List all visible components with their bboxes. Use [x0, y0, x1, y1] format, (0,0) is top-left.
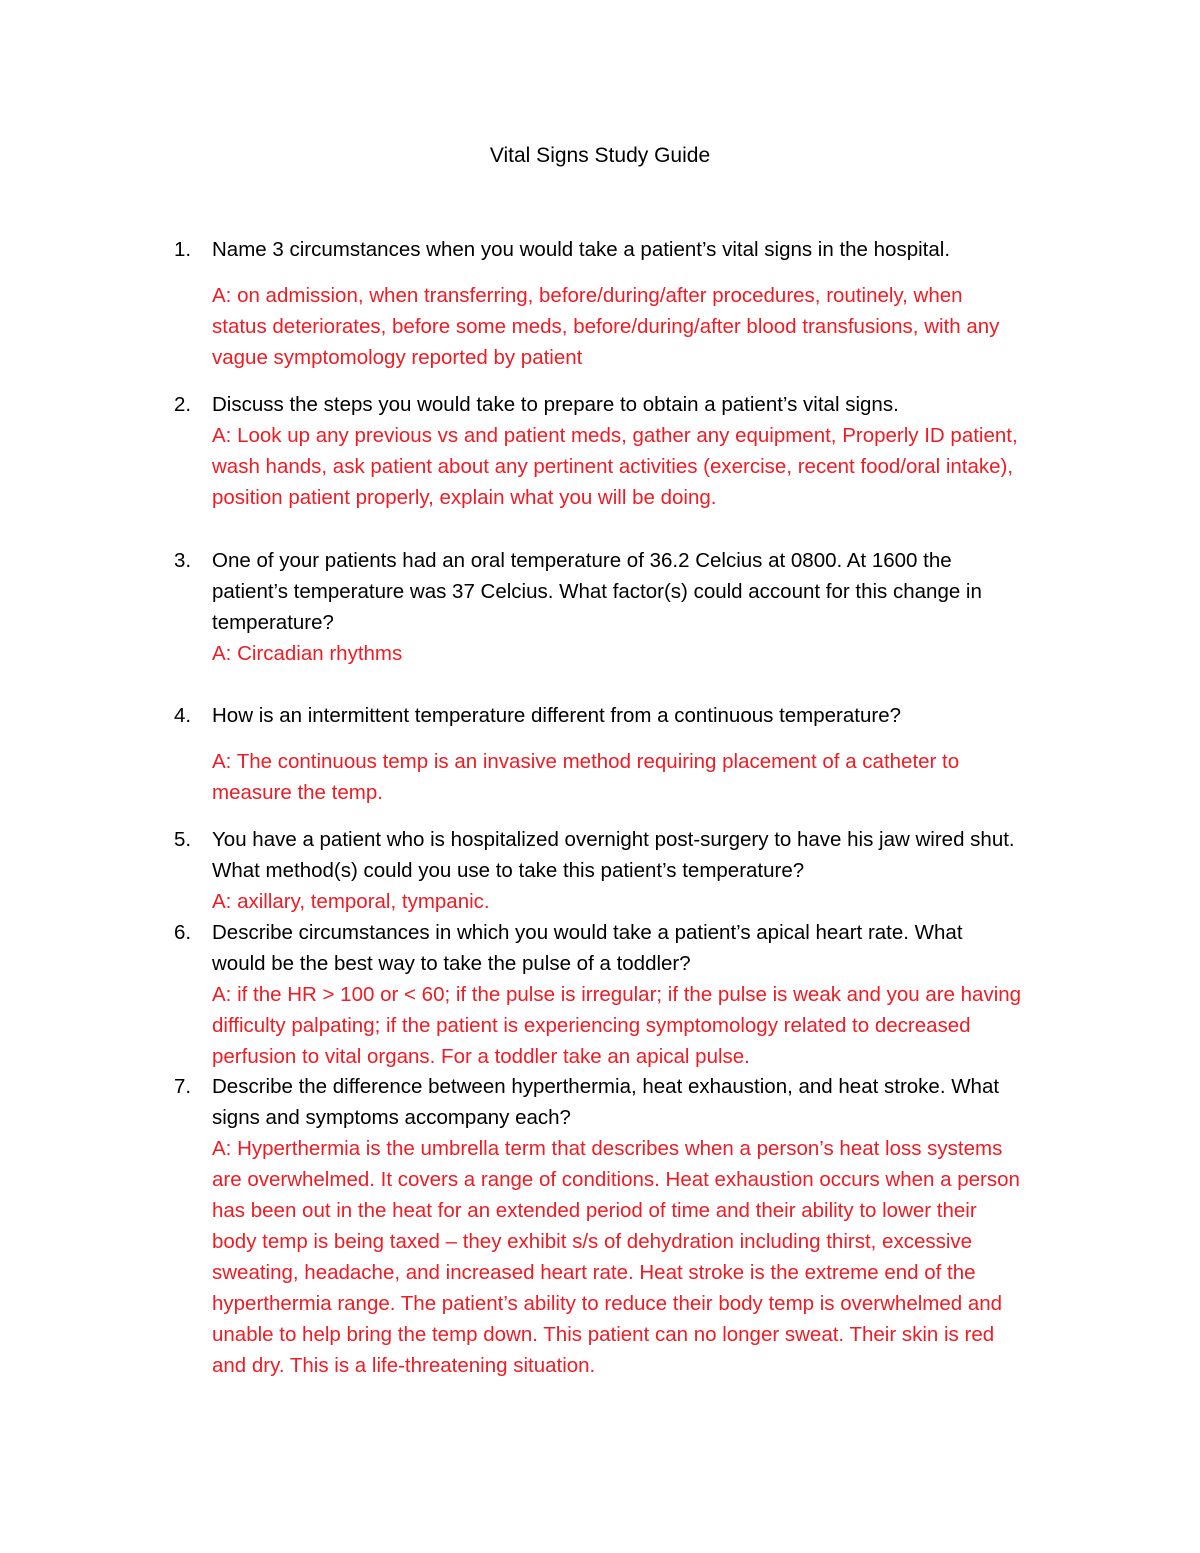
- answer-text: A: Hyperthermia is the umbrella term that describes when a person’s heat loss systems are overwhelmed. It covers a range of conditions. Heat exhaustion occurs when a person has been out in the heat for an extended period of time and their ability to lower their body temp is being taxed – they exhibit s/s of dehydration including thirst, excessive sweating, headache, and increased heart rate. Heat stroke is the extreme end of the hyperthermia range. The patient’s ability to reduce their body temp is overwhelmed and unable to help bring the temp down. This patient can no longer sweat. Their skin is red and dry. This is a life-threatening situation.: [212, 1137, 1020, 1377]
- question-text: One of your patients had an oral temperature of 36.2 Celcius at 0800. At 1600 the patient’s temperature was 37 Celcius. What factor(s) could account for this change in temperature?: [212, 549, 982, 634]
- answer-text: A: The continuous temp is an invasive method requiring placement of a catheter to measure the temp.: [212, 750, 960, 804]
- question-number: 1.: [174, 238, 192, 261]
- question-item-7: [174, 1071, 1074, 1381]
- question-item-1: [174, 234, 1074, 373]
- question-number: 4.: [174, 704, 192, 727]
- document-title: Vital Signs Study Guide: [489, 144, 711, 167]
- question-number: 2.: [174, 393, 192, 416]
- question-item-2: [174, 389, 1074, 513]
- question-item-3: [174, 545, 1074, 669]
- question-item-4: [174, 700, 1074, 808]
- question-item-5: [174, 824, 1074, 917]
- answer-text: A: on admission, when transferring, before/during/after procedures, routinely, when status deteriorates, before some meds, before/during/after blood transfusions, with any vague symptomology reported by patient: [212, 284, 1000, 369]
- answer-text: A: if the HR > 100 or < 60; if the pulse is irregular; if the pulse is weak and you are having difficulty palpating; if the patient is experiencing symptomology related to decreased perfusion to vital organs. For a toddler take an apical pulse.: [212, 983, 1022, 1068]
- question-text: Name 3 circumstances when you would take a patient’s vital signs in the hospital.: [212, 238, 951, 261]
- question-item-6: [174, 917, 1074, 1072]
- question-number: 6.: [174, 921, 192, 944]
- question-number: 5.: [174, 828, 192, 851]
- question-number: 7.: [174, 1075, 192, 1098]
- question-text: You have a patient who is hospitalized overnight post-surgery to have his jaw wired shut. What method(s) could you use to take this patient’s temperature?: [212, 828, 1015, 882]
- question-text: Discuss the steps you would take to prepare to obtain a patient’s vital signs.: [212, 393, 899, 416]
- question-text: How is an intermittent temperature different from a continuous temperature?: [212, 704, 901, 727]
- question-text: Describe the difference between hyperthermia, heat exhaustion, and heat stroke. What signs and symptoms accompany each?: [212, 1075, 1000, 1129]
- answer-text: A: Circadian rhythms: [212, 642, 403, 665]
- question-text: Describe circumstances in which you would take a patient’s apical heart rate. What would be the best way to take the pulse of a toddler?: [212, 921, 963, 975]
- answer-text: A: Look up any previous vs and patient meds, gather any equipment, Properly ID patient, wash hands, ask patient about any pertinent activities (exercise, recent food/oral intake), position patient properly, explain what you will be doing.: [212, 424, 1018, 509]
- question-number: 3.: [174, 549, 192, 572]
- answer-text: A: axillary, temporal, tympanic.: [212, 890, 490, 913]
